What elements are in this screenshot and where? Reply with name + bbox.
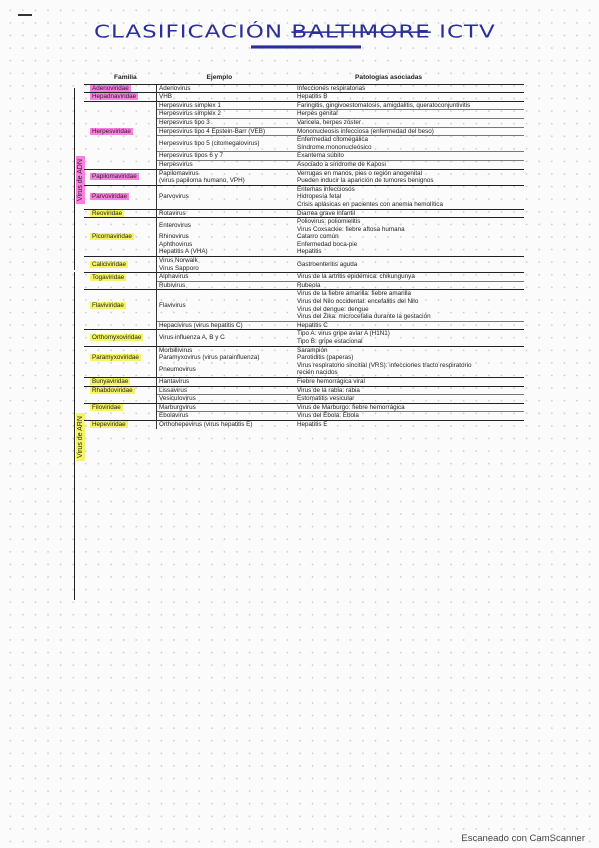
ejemplo-text: Pneumovirus bbox=[159, 365, 196, 373]
cell-ejemplo bbox=[157, 110, 296, 119]
patologia-text: Enfermedad boca-pie bbox=[297, 240, 358, 248]
table-row bbox=[84, 233, 524, 241]
familia-name: Filoviridae bbox=[92, 404, 121, 411]
patologia-text: Parotiditis (paperas) bbox=[297, 354, 354, 362]
table-row bbox=[84, 209, 524, 218]
cell-patologia bbox=[295, 321, 524, 330]
title-part-1: CLASIFICACIÓN bbox=[94, 22, 292, 43]
table-row bbox=[84, 118, 524, 127]
ejemplo-text: Herpesvirus tipo 5 (citomegalovirus) bbox=[159, 139, 260, 147]
patologia-text: Hepatitis E bbox=[297, 420, 328, 428]
familia-name: Bunyaviridae bbox=[92, 377, 129, 385]
ejemplo-text: Rhinovirus bbox=[159, 233, 189, 241]
table-row bbox=[84, 321, 524, 330]
patologia-text: Hepatitis B bbox=[297, 93, 328, 101]
patologia-text: Poliovirus: poliomielitis bbox=[297, 218, 361, 226]
cell-familia bbox=[84, 118, 157, 127]
cell-ejemplo bbox=[157, 290, 296, 321]
table-row bbox=[84, 377, 524, 386]
cell-ejemplo bbox=[157, 346, 296, 354]
patologia-text: Verrugas en manos, pies o región anogenital bbox=[297, 169, 422, 177]
cell-familia bbox=[84, 290, 157, 321]
cell-familia bbox=[84, 93, 157, 102]
table-row bbox=[84, 362, 524, 378]
cell-patologia bbox=[295, 248, 524, 256]
ejemplo-text: Adenovirus bbox=[159, 84, 191, 92]
familia-name: Papilomaviridae bbox=[92, 173, 137, 181]
page-title bbox=[94, 22, 496, 42]
patologia-text: Hidropesía fetal bbox=[297, 193, 342, 201]
cell-familia bbox=[84, 209, 157, 218]
cell-patologia bbox=[295, 101, 524, 110]
ejemplo-text: Ebolavirus bbox=[159, 412, 189, 420]
table-row bbox=[84, 185, 524, 209]
ejemplo-text: Alphavirus bbox=[159, 273, 189, 281]
cell-familia bbox=[84, 241, 157, 249]
cell-patologia bbox=[295, 110, 524, 119]
ejemplo-text: Virus Norwalk bbox=[159, 257, 198, 265]
ejemplo-text: (virus papiloma humano, VPH) bbox=[159, 177, 245, 185]
ejemplo-text: Virus Sapporo bbox=[159, 264, 199, 272]
cell-patologia bbox=[295, 420, 524, 428]
table-row bbox=[84, 110, 524, 119]
familia-name: Paramyxoviridae bbox=[92, 354, 139, 362]
cell-familia bbox=[84, 403, 157, 412]
cell-ejemplo bbox=[157, 377, 296, 386]
cell-patologia bbox=[295, 185, 524, 209]
patologia-text: Virus de la artritis epidémica: chikungunya bbox=[297, 273, 415, 281]
cell-ejemplo bbox=[157, 152, 296, 161]
cell-patologia bbox=[295, 395, 524, 404]
rna-bracket bbox=[74, 272, 75, 600]
familia-name: Parvoviridae bbox=[92, 193, 127, 201]
familia-name: Herpesviridae bbox=[92, 127, 131, 135]
cell-patologia bbox=[295, 403, 524, 412]
cell-familia bbox=[84, 110, 157, 119]
cell-familia bbox=[84, 412, 157, 421]
rna-side-label: Virus de ARN bbox=[76, 413, 85, 461]
ejemplo-text: Aphthovirus bbox=[159, 240, 193, 248]
cell-familia bbox=[84, 152, 157, 161]
cell-familia bbox=[84, 330, 157, 346]
table-row bbox=[84, 101, 524, 110]
cell-ejemplo bbox=[157, 118, 296, 127]
header-ejemplo: Ejemplo bbox=[157, 72, 296, 84]
ejemplo-text: VHB bbox=[159, 93, 172, 101]
cell-familia bbox=[84, 257, 157, 273]
cell-ejemplo bbox=[157, 362, 296, 378]
cell-familia bbox=[84, 386, 157, 395]
cell-ejemplo bbox=[157, 241, 296, 249]
patologia-text: Virus de Marburgo: fiebre hemorrágica bbox=[297, 403, 405, 411]
cell-patologia bbox=[295, 273, 524, 282]
cell-patologia bbox=[295, 84, 524, 93]
cell-ejemplo bbox=[157, 84, 296, 93]
ejemplo-text: Herpesvirus tipo 3 bbox=[159, 118, 210, 126]
patologia-text: Hepatitis bbox=[297, 248, 322, 256]
table-row bbox=[84, 290, 524, 321]
ejemplo-text: Hepacivirus (virus hepatitis C) bbox=[159, 321, 243, 329]
ejemplo-text: Rubivirus bbox=[159, 281, 186, 289]
cell-patologia bbox=[295, 346, 524, 354]
table-row bbox=[84, 420, 524, 428]
table-header-row bbox=[84, 72, 524, 84]
cell-patologia bbox=[295, 290, 524, 321]
cell-ejemplo bbox=[157, 93, 296, 102]
table-row bbox=[84, 386, 524, 395]
table-row bbox=[84, 218, 524, 234]
cell-ejemplo bbox=[157, 127, 296, 136]
patologia-text: Tipo A: virus gripe aviar A (H1N1) bbox=[297, 330, 390, 338]
familia-name: Togaviridae bbox=[92, 273, 125, 281]
patologia-text: Virus del Zika: microcefalia durante la gestación bbox=[297, 313, 431, 321]
patologia-text: Gastroenteritis aguda bbox=[297, 260, 358, 268]
table-row bbox=[84, 257, 524, 273]
title-part-3: ICTV bbox=[430, 22, 496, 43]
table-body bbox=[84, 84, 524, 428]
patologia-text: Pueden inducir la aparición de tumores benignos bbox=[297, 177, 434, 185]
patologia-text: Tipo B: gripe estacional bbox=[297, 338, 363, 345]
cell-patologia bbox=[295, 160, 524, 169]
cell-familia bbox=[84, 273, 157, 282]
cell-ejemplo bbox=[157, 218, 296, 234]
cell-ejemplo bbox=[157, 209, 296, 218]
patologia-text: Catarro común bbox=[297, 233, 339, 241]
cell-familia bbox=[84, 321, 157, 330]
cell-familia bbox=[84, 233, 157, 241]
table-row bbox=[84, 169, 524, 185]
ejemplo-text: Morbillivirus bbox=[159, 346, 193, 354]
familia-name: Hepadnaviridae bbox=[92, 93, 137, 101]
ejemplo-text: Herpesvirus simplex 1 bbox=[159, 101, 221, 109]
cell-patologia bbox=[295, 209, 524, 218]
cell-ejemplo bbox=[157, 185, 296, 209]
table-row bbox=[84, 330, 524, 346]
cell-familia bbox=[84, 420, 157, 428]
patologia-text: Virus de la fiebre amarilla: fiebre amarilla bbox=[297, 290, 411, 298]
cell-ejemplo bbox=[157, 354, 296, 362]
header-familia: Familia bbox=[84, 72, 157, 84]
cell-patologia bbox=[295, 362, 524, 378]
cell-familia bbox=[84, 136, 157, 152]
patologia-text: Virus del Nilo occidental: encefalitis del Nilo bbox=[297, 298, 419, 306]
cell-familia bbox=[84, 354, 157, 362]
cell-familia bbox=[84, 169, 157, 185]
cell-patologia bbox=[295, 386, 524, 395]
cell-patologia bbox=[295, 257, 524, 273]
table-row bbox=[84, 273, 524, 282]
scanner-watermark: Escaneado con CamScanner bbox=[461, 833, 585, 844]
cell-familia bbox=[84, 160, 157, 169]
table-row bbox=[84, 127, 524, 136]
table-row bbox=[84, 136, 524, 152]
patologia-text: Herpes genital bbox=[297, 110, 338, 118]
cell-familia bbox=[84, 395, 157, 404]
title-underline bbox=[251, 45, 361, 48]
table-row bbox=[84, 248, 524, 256]
cell-familia bbox=[84, 377, 157, 386]
virus-table bbox=[84, 72, 524, 429]
cell-ejemplo bbox=[157, 395, 296, 404]
cell-ejemplo bbox=[157, 160, 296, 169]
patologia-text: Faringitis, gingivoestomatosis, amigdalitis, queratoconjuntivitis bbox=[297, 101, 471, 109]
cell-patologia bbox=[295, 241, 524, 249]
cell-patologia bbox=[295, 118, 524, 127]
ejemplo-text: Lissavirus bbox=[159, 386, 187, 394]
cell-ejemplo bbox=[157, 412, 296, 421]
ejemplo-text: Parvovirus bbox=[159, 193, 189, 201]
patologia-text: Síndrome mononucleósico bbox=[297, 143, 372, 151]
cell-familia bbox=[84, 127, 157, 136]
cell-ejemplo bbox=[157, 403, 296, 412]
familia-name: Picornaviridae bbox=[92, 233, 132, 241]
patologia-text: Virus del dengue: dengue bbox=[297, 305, 369, 313]
title-part-2: BALTIMORE bbox=[291, 22, 431, 43]
patologia-text: Exantema súbito bbox=[297, 152, 344, 160]
cell-familia bbox=[84, 362, 157, 378]
cell-familia bbox=[84, 346, 157, 354]
cell-familia bbox=[84, 281, 157, 290]
familia-name: Hepeviridae bbox=[92, 420, 126, 428]
patologia-text: recién nacidos bbox=[297, 369, 338, 377]
cell-patologia bbox=[295, 412, 524, 421]
ejemplo-text: Herpesvirus simplex 2 bbox=[159, 110, 221, 118]
cell-ejemplo bbox=[157, 420, 296, 428]
cell-ejemplo bbox=[157, 321, 296, 330]
ejemplo-text: Orthohepevirus (virus hepatitis E) bbox=[159, 420, 253, 428]
patologia-text: Virus de la rabia: rabia bbox=[297, 386, 360, 394]
cell-familia bbox=[84, 101, 157, 110]
familia-name: Orthomyxoviridae bbox=[92, 334, 142, 342]
patologia-text: Sarampión bbox=[297, 346, 328, 354]
ejemplo-text: Marburgvirus bbox=[159, 403, 196, 411]
cell-patologia bbox=[295, 218, 524, 234]
cell-patologia bbox=[295, 93, 524, 102]
patologia-text: Estomatitis vesicular bbox=[297, 395, 355, 403]
cell-ejemplo bbox=[157, 257, 296, 273]
table-row bbox=[84, 84, 524, 93]
patologia-text: Virus respiratorio sincitial (VRS): infecciones tracto respiratorio bbox=[297, 361, 472, 369]
patologia-text: Hepatitis C bbox=[297, 321, 328, 329]
cell-patologia bbox=[295, 281, 524, 290]
dna-bracket bbox=[74, 88, 75, 270]
cell-patologia bbox=[295, 330, 524, 346]
patologia-text: Enfermedad citomegálica bbox=[297, 136, 369, 144]
cell-ejemplo bbox=[157, 281, 296, 290]
patologia-text: Diarrea grave infantil bbox=[297, 209, 356, 217]
table-row bbox=[84, 412, 524, 421]
familia-name: Caliciviridae bbox=[92, 260, 126, 268]
ejemplo-text: Vesiculovirus bbox=[159, 395, 196, 403]
table-row bbox=[84, 403, 524, 412]
patologia-text: Rubeola bbox=[297, 281, 321, 289]
ejemplo-text: Papilomavirus bbox=[159, 169, 199, 177]
cell-familia bbox=[84, 185, 157, 209]
familia-name: Rhabdoviridae bbox=[92, 386, 133, 394]
table-row bbox=[84, 395, 524, 404]
ejemplo-text: Herpesvirus tipo 4 Epstein-Barr (VEB) bbox=[159, 127, 266, 135]
patologia-text: Varicela, herpes zóster bbox=[297, 118, 361, 126]
cell-familia bbox=[84, 84, 157, 93]
table-row bbox=[84, 93, 524, 102]
header-patologias: Patologías asociadas bbox=[295, 72, 524, 84]
table-row bbox=[84, 241, 524, 249]
cell-patologia bbox=[295, 377, 524, 386]
cell-ejemplo bbox=[157, 101, 296, 110]
ejemplo-text: Flavivirus bbox=[159, 301, 186, 309]
patologia-text: Eritemas infecciosos bbox=[297, 185, 355, 193]
ejemplo-text: Paramyxovirus (virus parainfluenza) bbox=[159, 354, 260, 362]
cell-patologia bbox=[295, 136, 524, 152]
patologia-text: Infecciones respiratorias bbox=[297, 84, 366, 92]
ejemplo-text: Enterovirus bbox=[159, 221, 191, 229]
ejemplo-text: Rotavirus bbox=[159, 209, 186, 217]
table-row bbox=[84, 160, 524, 169]
ejemplo-text: Herpesvirus tipos 6 y 7 bbox=[159, 152, 224, 160]
cell-ejemplo bbox=[157, 233, 296, 241]
cell-ejemplo bbox=[157, 169, 296, 185]
familia-name: Flaviviridae bbox=[92, 302, 124, 310]
cell-ejemplo bbox=[157, 248, 296, 256]
patologia-text: Mononucleosis infecciosa (enfermedad del beso) bbox=[297, 127, 434, 135]
ejemplo-text: Hepatitis A (VHA) bbox=[159, 248, 208, 256]
cell-patologia bbox=[295, 354, 524, 362]
patologia-text: Virus Coxsackie: fiebre aftosa humana bbox=[297, 225, 405, 233]
cell-ejemplo bbox=[157, 330, 296, 346]
patologia-text: Fiebre hemorrágica viral bbox=[297, 377, 365, 385]
table-row bbox=[84, 281, 524, 290]
table-row bbox=[84, 346, 524, 354]
dna-side-label: Virus de ADN bbox=[76, 156, 85, 204]
ejemplo-text: Virus influenza A, B y C bbox=[159, 334, 225, 342]
cell-ejemplo bbox=[157, 136, 296, 152]
cell-ejemplo bbox=[157, 273, 296, 282]
cell-ejemplo bbox=[157, 386, 296, 395]
patologia-text: Asociado a síndrome de Kaposi bbox=[297, 160, 386, 168]
ejemplo-text: Hantavirus bbox=[159, 377, 190, 385]
cell-familia bbox=[84, 218, 157, 234]
familia-name: Adenoviridae bbox=[92, 84, 129, 92]
familia-name: Reoviridae bbox=[92, 209, 123, 217]
cell-patologia bbox=[295, 169, 524, 185]
table-row bbox=[84, 152, 524, 161]
cell-patologia bbox=[295, 233, 524, 241]
ejemplo-text: Herpesvirus bbox=[159, 160, 193, 168]
corner-mark bbox=[18, 14, 32, 16]
cell-familia bbox=[84, 248, 157, 256]
cell-patologia bbox=[295, 127, 524, 136]
patologia-text: Crisis aplásicas en pacientes con anemia hemolítica bbox=[297, 200, 443, 208]
table-row bbox=[84, 354, 524, 362]
cell-patologia bbox=[295, 152, 524, 161]
patologia-text: Virus del Ébola: Ébola bbox=[297, 412, 359, 420]
